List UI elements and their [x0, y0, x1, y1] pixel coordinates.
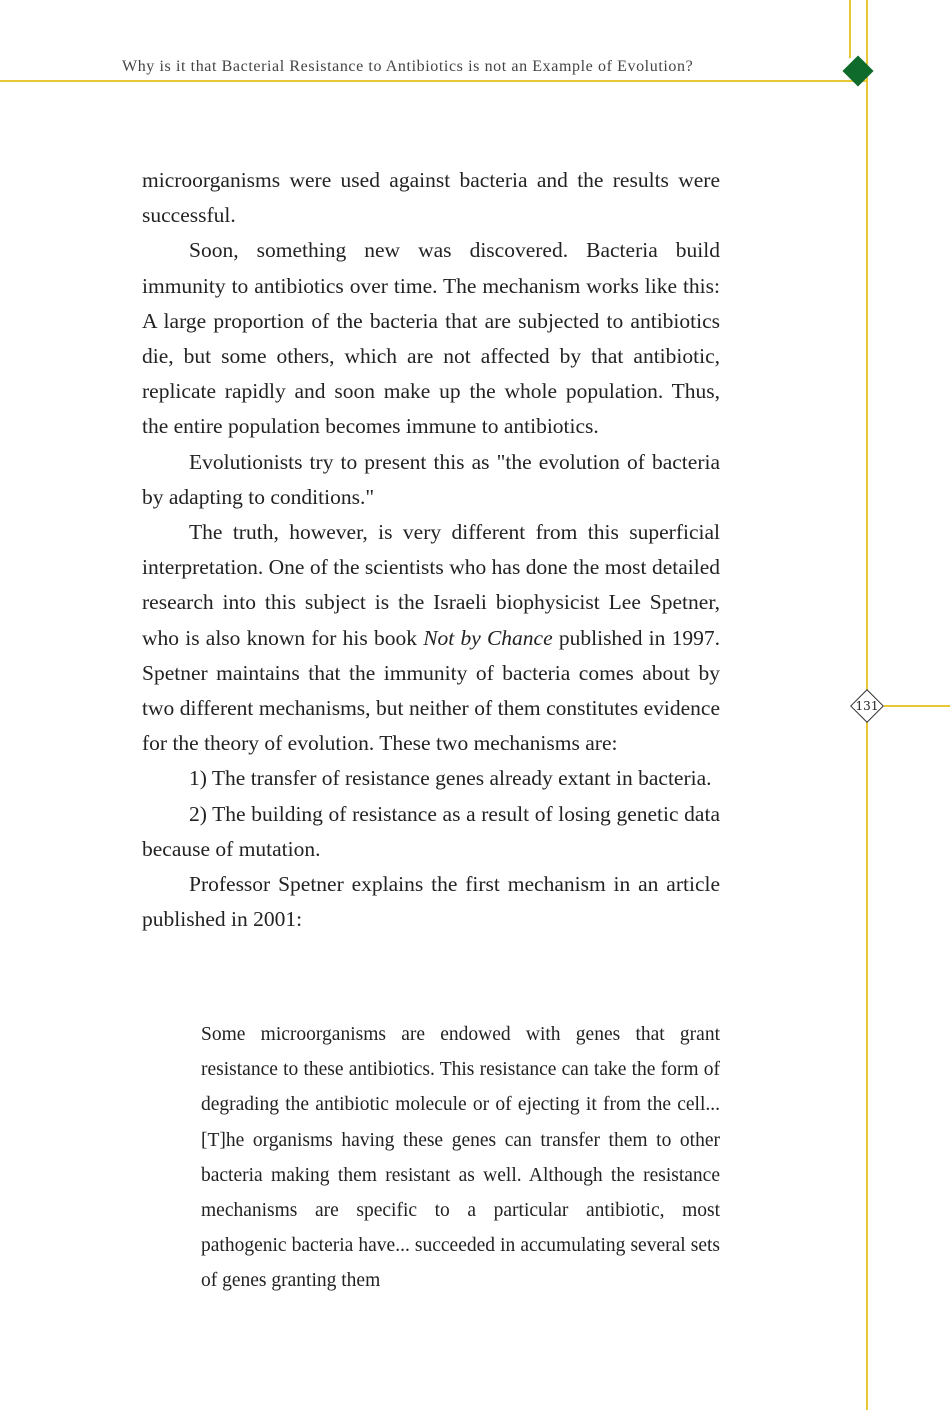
paragraph: Soon, something new was discovered. Bacteria build immunity to antibiotics over time. The mechanism works like this: A large proportion of the bacteria that are subjected to antibiotics die, but some others, which are not affected by that antibiotic, replicate rapidly and soon make up the whole population. Thus, the entire population becomes immune to antibiotics.: [142, 238, 720, 439]
paragraph: [142, 515, 720, 761]
block-quote: [201, 1017, 720, 1299]
paragraph: Professor Spetner explains the first mechanism in an article published in 2001:: [142, 872, 720, 932]
book-title: Not by Chance: [423, 625, 553, 650]
list-item: 2) The building of resistance as a result of losing genetic data because of mutation.: [142, 801, 720, 861]
body-text: [142, 163, 720, 937]
paragraph-text: The truth, however, is very different from this superficial interpretation. One of the scientists who has done the most detailed research into this subject is the Israeli biophysicist Lee Spetner, who is also known for his book: [142, 520, 720, 650]
page-number: 131: [855, 699, 879, 713]
paragraph: microorganisms were used against bacteria and the results were successful.: [142, 168, 720, 228]
list-item: 1) The transfer of resistance genes already extant in bacteria.: [189, 766, 712, 791]
corner-rule: [849, 0, 851, 58]
paragraph: Evolutionists try to present this as "the evolution of bacteria by adapting to conditions.": [142, 449, 720, 509]
folio-rule: [884, 705, 950, 707]
header-rule: [0, 80, 866, 82]
paragraph-text: published in 1997. Spetner maintains that the immunity of bacteria comes about by two different mechanisms, but neither of them constitutes evidence for the theory of evolution. These two mechanisms are:: [142, 625, 720, 756]
running-title: Why is it that Bacterial Resistance to Antibiotics is not an Example of Evolution?: [122, 58, 694, 75]
quote-text: Some microorganisms are endowed with genes that grant resistance to these antibiotics. This resistance can take the form of degrading the antibiotic molecule or of ejecting it from the cell... [T]he organisms having these genes can transfer them to other bacteria making them resistant as well. Although the resistance mechanisms are specific to a particular antibiotic, most pathogenic bacteria have... succeeded in accumulating several sets of genes granting them: [201, 1024, 720, 1292]
